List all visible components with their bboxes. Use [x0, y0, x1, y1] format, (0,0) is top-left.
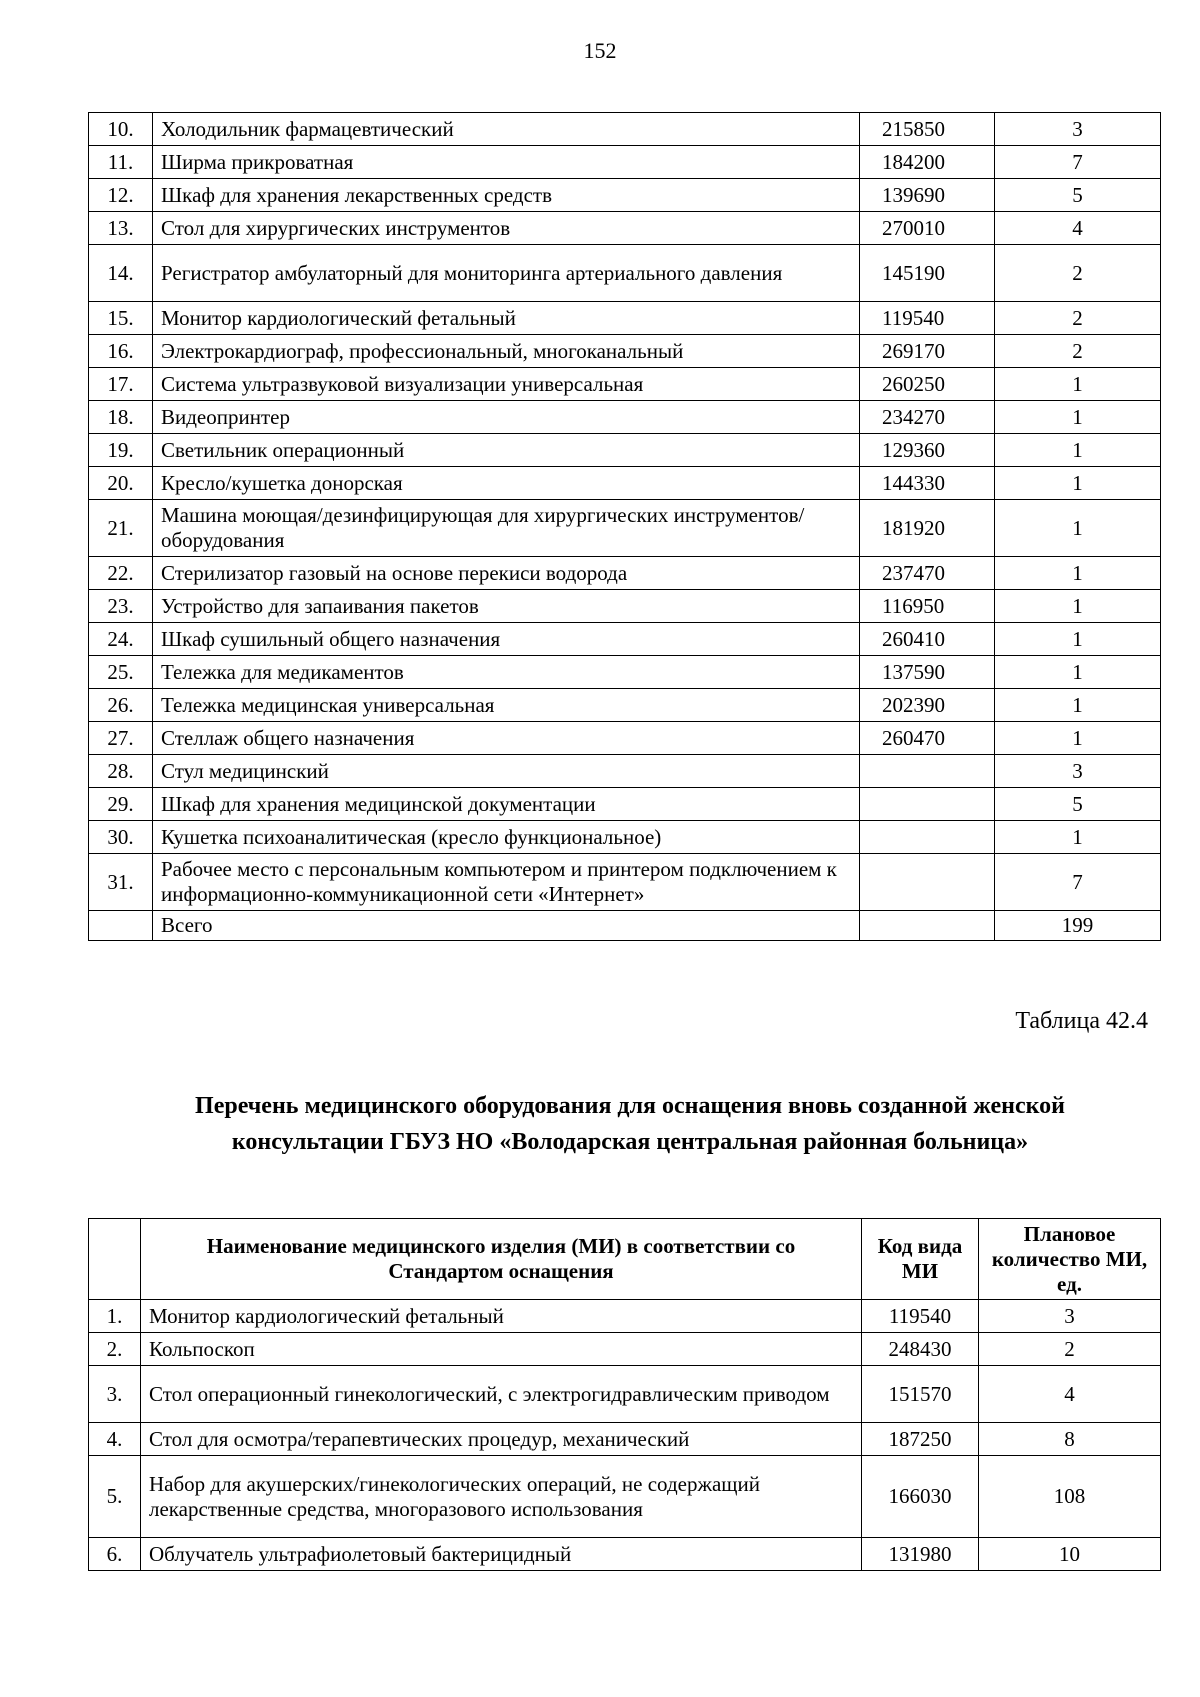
- table-row: [89, 113, 1161, 146]
- cell-name: Стол для осмотра/терапевтических процедур, механический: [141, 1423, 862, 1456]
- cell-code: 237470: [860, 557, 995, 590]
- table-row: [89, 689, 1161, 722]
- cell-code: 151570: [862, 1366, 979, 1423]
- header-num: [89, 1219, 141, 1300]
- cell-name: Система ультразвуковой визуализации универсальная: [153, 368, 860, 401]
- table-row: [89, 722, 1161, 755]
- table-row: [89, 302, 1161, 335]
- equipment-table-body: [89, 113, 1161, 941]
- cell-qty: 1: [995, 722, 1161, 755]
- cell-qty: 7: [995, 854, 1161, 911]
- table-row: [89, 401, 1161, 434]
- cell-qty: 3: [995, 755, 1161, 788]
- cell-code: [860, 821, 995, 854]
- cell-code: 184200: [860, 146, 995, 179]
- total-cell-num: [89, 911, 153, 941]
- cell-code: 145190: [860, 245, 995, 302]
- cell-name: Электрокардиограф, профессиональный, многоканальный: [153, 335, 860, 368]
- cell-num: 25.: [89, 656, 153, 689]
- cell-code: 131980: [862, 1538, 979, 1571]
- cell-name: Шкаф сушильный общего назначения: [153, 623, 860, 656]
- cell-name: Облучатель ультрафиолетовый бактерицидный: [141, 1538, 862, 1571]
- cell-code: 181920: [860, 500, 995, 557]
- cell-name: Устройство для запаивания пакетов: [153, 590, 860, 623]
- cell-qty: 1: [995, 557, 1161, 590]
- cell-code: 234270: [860, 401, 995, 434]
- cell-num: 26.: [89, 689, 153, 722]
- table-row: [89, 1456, 1161, 1538]
- total-row: [89, 911, 1161, 941]
- cell-name: Ширма прикроватная: [153, 146, 860, 179]
- cell-name: Тележка медицинская универсальная: [153, 689, 860, 722]
- cell-num: 28.: [89, 755, 153, 788]
- cell-qty: 2: [995, 335, 1161, 368]
- table-row: [89, 335, 1161, 368]
- cell-qty: 2: [995, 245, 1161, 302]
- cell-qty: 10: [979, 1538, 1161, 1571]
- cell-name: Стерилизатор газовый на основе перекиси водорода: [153, 557, 860, 590]
- cell-code: [860, 788, 995, 821]
- table-row: [89, 245, 1161, 302]
- cell-name: Стул медицинский: [153, 755, 860, 788]
- cell-qty: 7: [995, 146, 1161, 179]
- cell-num: 18.: [89, 401, 153, 434]
- cell-name: Кушетка психоаналитическая (кресло функциональное): [153, 821, 860, 854]
- cell-code: 137590: [860, 656, 995, 689]
- table-row: [89, 1300, 1161, 1333]
- cell-code: 270010: [860, 212, 995, 245]
- cell-num: 11.: [89, 146, 153, 179]
- cell-code: 202390: [860, 689, 995, 722]
- cell-num: 19.: [89, 434, 153, 467]
- cell-code: 119540: [860, 302, 995, 335]
- equipment-table-body: [89, 1300, 1161, 1571]
- table-row: [89, 434, 1161, 467]
- cell-num: 3.: [89, 1366, 141, 1423]
- cell-name: Кольпоскоп: [141, 1333, 862, 1366]
- cell-code: 166030: [862, 1456, 979, 1538]
- cell-num: 23.: [89, 590, 153, 623]
- table-row: [89, 212, 1161, 245]
- cell-num: 27.: [89, 722, 153, 755]
- cell-num: 30.: [89, 821, 153, 854]
- table-row: [89, 788, 1161, 821]
- table-row: [89, 821, 1161, 854]
- cell-code: 187250: [862, 1423, 979, 1456]
- equipment-table-42-4: [88, 1218, 1161, 1571]
- cell-num: 13.: [89, 212, 153, 245]
- header-name: Наименование медицинского изделия (МИ) в соответствии со Стандартом оснащения: [141, 1219, 862, 1300]
- cell-qty: 5: [995, 179, 1161, 212]
- cell-code: 144330: [860, 467, 995, 500]
- cell-code: 260410: [860, 623, 995, 656]
- cell-name: Монитор кардиологический фетальный: [141, 1300, 862, 1333]
- cell-num: 12.: [89, 179, 153, 212]
- header-code: Код вида МИ: [862, 1219, 979, 1300]
- cell-qty: 1: [995, 821, 1161, 854]
- table-row: [89, 1366, 1161, 1423]
- cell-name: Шкаф для хранения медицинской документации: [153, 788, 860, 821]
- cell-num: 1.: [89, 1300, 141, 1333]
- cell-num: 14.: [89, 245, 153, 302]
- table-title: Перечень медицинского оборудования для оснащения вновь созданной женской консультации ГБУЗ НО «Володарская центральная районная больница»: [195, 1093, 1065, 1155]
- cell-name: Холодильник фармацевтический: [153, 113, 860, 146]
- page-number: 152: [583, 38, 617, 63]
- total-cell-name: Всего: [153, 911, 860, 941]
- cell-qty: 4: [979, 1366, 1161, 1423]
- cell-qty: 8: [979, 1423, 1161, 1456]
- total-cell-qty: 199: [995, 911, 1161, 941]
- table-row: [89, 1538, 1161, 1571]
- cell-num: 5.: [89, 1456, 141, 1538]
- cell-num: 16.: [89, 335, 153, 368]
- cell-qty: 1: [995, 500, 1161, 557]
- table-row: [89, 557, 1161, 590]
- cell-qty: 2: [979, 1333, 1161, 1366]
- table-row: [89, 1333, 1161, 1366]
- table-row: [89, 146, 1161, 179]
- cell-name: Набор для акушерских/гинекологических операций, не содержащий лекарственные средства, многоразового использования: [141, 1456, 862, 1538]
- cell-code: 260470: [860, 722, 995, 755]
- cell-qty: 1: [995, 656, 1161, 689]
- cell-num: 6.: [89, 1538, 141, 1571]
- table-row: [89, 755, 1161, 788]
- cell-qty: 1: [995, 368, 1161, 401]
- cell-name: Кресло/кушетка донорская: [153, 467, 860, 500]
- cell-num: 22.: [89, 557, 153, 590]
- header-qty: Плановое количество МИ, ед.: [979, 1219, 1161, 1300]
- table-row: [89, 590, 1161, 623]
- cell-name: Шкаф для хранения лекарственных средств: [153, 179, 860, 212]
- cell-name: Тележка для медикаментов: [153, 656, 860, 689]
- cell-num: 15.: [89, 302, 153, 335]
- cell-name: Монитор кардиологический фетальный: [153, 302, 860, 335]
- cell-qty: 1: [995, 689, 1161, 722]
- cell-name: Светильник операционный: [153, 434, 860, 467]
- cell-name: Регистратор амбулаторный для мониторинга артериального давления: [153, 245, 860, 302]
- cell-qty: 1: [995, 467, 1161, 500]
- cell-qty: 3: [979, 1300, 1161, 1333]
- equipment-table-continued: [88, 112, 1161, 941]
- cell-qty: 108: [979, 1456, 1161, 1538]
- cell-qty: 1: [995, 401, 1161, 434]
- cell-code: 248430: [862, 1333, 979, 1366]
- table-row: [89, 368, 1161, 401]
- cell-name: Стол операционный гинекологический, с электрогидравлическим приводом: [141, 1366, 862, 1423]
- cell-qty: 2: [995, 302, 1161, 335]
- table-row: [89, 467, 1161, 500]
- cell-code: 119540: [862, 1300, 979, 1333]
- total-cell-code: [860, 911, 995, 941]
- cell-qty: 5: [995, 788, 1161, 821]
- table-row: [89, 623, 1161, 656]
- table-caption: Таблица 42.4: [1015, 1008, 1148, 1034]
- cell-name: Стол для хирургических инструментов: [153, 212, 860, 245]
- cell-num: 20.: [89, 467, 153, 500]
- table-row: [89, 854, 1161, 911]
- cell-num: 31.: [89, 854, 153, 911]
- cell-code: 215850: [860, 113, 995, 146]
- cell-num: 29.: [89, 788, 153, 821]
- cell-code: 129360: [860, 434, 995, 467]
- cell-num: 2.: [89, 1333, 141, 1366]
- cell-qty: 3: [995, 113, 1161, 146]
- cell-code: 116950: [860, 590, 995, 623]
- table-row: [89, 179, 1161, 212]
- cell-qty: 4: [995, 212, 1161, 245]
- table-row: [89, 500, 1161, 557]
- cell-code: [860, 755, 995, 788]
- cell-num: 4.: [89, 1423, 141, 1456]
- cell-num: 24.: [89, 623, 153, 656]
- cell-code: 139690: [860, 179, 995, 212]
- cell-num: 10.: [89, 113, 153, 146]
- cell-qty: 1: [995, 434, 1161, 467]
- cell-code: 269170: [860, 335, 995, 368]
- cell-code: [860, 854, 995, 911]
- cell-qty: 1: [995, 590, 1161, 623]
- cell-qty: 1: [995, 623, 1161, 656]
- cell-code: 260250: [860, 368, 995, 401]
- table-row: [89, 1423, 1161, 1456]
- cell-num: 21.: [89, 500, 153, 557]
- cell-name: Стеллаж общего назначения: [153, 722, 860, 755]
- cell-name: Видеопринтер: [153, 401, 860, 434]
- cell-num: 17.: [89, 368, 153, 401]
- table-row: [89, 656, 1161, 689]
- cell-name: Машина моющая/дезинфицирующая для хирургических инструментов/оборудования: [153, 500, 860, 557]
- table-header-row: [89, 1219, 1161, 1300]
- cell-name: Рабочее место с персональным компьютером и принтером подключением к информационно-коммуникационной сети «Интернет»: [153, 854, 860, 911]
